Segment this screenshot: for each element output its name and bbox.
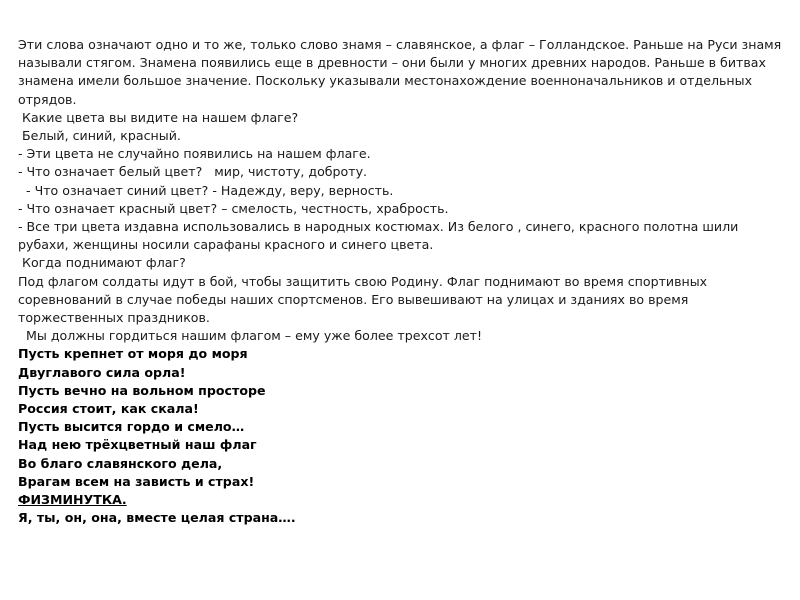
folk-costumes-paragraph: - Все три цвета издавна использовались в народных костюмах. Из белого , синего, красного полотна шили рубахи, женщины носили сарафаны красного и синего цвета. (18, 219, 743, 253)
colors-not-random: - Эти цвета не случайно появились на нашем флаге. (18, 146, 371, 162)
question-colors: Какие цвета вы видите на нашем флаге? (18, 109, 299, 125)
poem-line: Пусть высится гордо и смело… (18, 419, 245, 435)
question-when-raised: Когда поднимают флаг? (18, 255, 186, 271)
poem-line: Пусть вечно на вольном просторе (18, 382, 266, 398)
poem-line: Россия стоит, как скала! (18, 401, 199, 417)
pride-statement: Мы должны гордиться нашим флагом – ему уже более трехсот лет! (18, 328, 483, 344)
blue-meaning: - Что означает синий цвет? - Надежду, веру, верность. (18, 182, 394, 198)
document-body (18, 36, 786, 527)
poem-line: Врагам всем на зависть и страх! (18, 473, 255, 489)
poem-line: Во благо славянского дела, (18, 455, 223, 471)
white-meaning: - Что означает белый цвет? мир, чистоту, доброту. (18, 164, 368, 180)
answer-colors: Белый, синий, красный. (18, 128, 181, 144)
poem-line: Над нею трёхцветный наш флаг (18, 437, 257, 453)
poem-line: Пусть крепнет от моря до моря (18, 346, 248, 362)
closing-line: Я, ты, он, она, вместе целая страна…. (18, 510, 296, 526)
poem-line: Двуглавого сила орла! (18, 364, 186, 380)
red-meaning: - Что означает красный цвет? – смелость, честность, храбрость. (18, 200, 449, 216)
paragraph-flag-history: Эти слова означают одно и то же, только слово знамя – славянское, а флаг – Голландское. Раньше на Руси знамя называли стягом. Знамена появились еще в древности – они были у многих древних народов. Раньше в битвах знамена имели большое значение. Поскольку указывали местонахождение военноначальников и отдельных отрядов. (18, 37, 786, 107)
poem (18, 345, 782, 491)
flag-usage-paragraph: Под флагом солдаты идут в бой, чтобы защитить свою Родину. Флаг поднимают во время спортивных соревнований в случае победы наших спортсменов. Его вывешивают на улицах и зданиях во время торжественных праздников. (18, 273, 712, 326)
fizminutka-heading: ФИЗМИНУТКА. (18, 492, 127, 508)
